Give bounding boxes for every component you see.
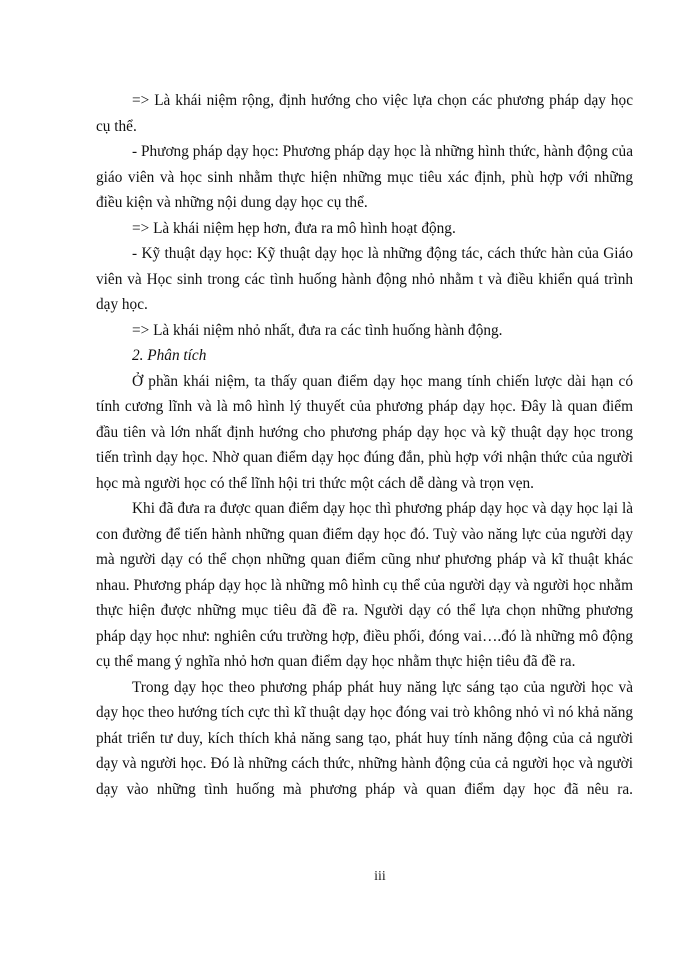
conclusion-narrower-concept: => Là khái niệm hẹp hơn, đưa ra mô hình hoạt động. [132, 219, 456, 237]
definition-teaching-technique: - Kỹ thuật dạy học: Kỹ thuật dạy học là những động tác, cách thức hàn của Giáo viên và Học sinh trong các tình huống hành động nhỏ nhằm t và điều khiển quá trình dạy học. [96, 245, 633, 313]
page-body [96, 88, 633, 802]
definition-teaching-method: - Phương pháp dạy học: Phương pháp dạy học là những hình thức, hành động của giáo viên và học sinh nhằm thực hiện những mục tiêu xác định, phù hợp với những điều kiện và những nội dung dạy học cụ thể. [96, 143, 633, 211]
analysis-paragraph-1: Ở phần khái niệm, ta thấy quan điểm dạy học mang tính chiến lược dài hạn có tính cương lĩnh và là mô hình lý thuyết của phương pháp dạy học. Đây là quan điểm đầu tiên và lớn nhất định hướng cho phương pháp dạy học và kỹ thuật dạy học trong tiến trình dạy học. Nhờ quan điểm dạy học đúng đắn, phù hợp với nhận thức của người học mà người học có thể lĩnh hội tri thức một cách dễ dàng và trọn vẹn. [96, 372, 633, 492]
page-number: iii [374, 869, 386, 884]
conclusion-broad-concept: => Là khái niệm rộng, định hướng cho việc lựa chọn các phương pháp dạy học cụ thể. [96, 92, 633, 135]
conclusion-smallest-concept: => Là khái niệm nhỏ nhất, đưa ra các tình huống hành động. [132, 321, 503, 339]
analysis-paragraph-2: Khi đã đưa ra được quan điểm dạy học thì phương pháp dạy học và dạy học lại là con đường để tiến hành những quan điểm dạy học đó. Tuỳ vào năng lực của người dạy mà người dạy có thể chọn những quan điểm cũng như phương pháp và kĩ thuật khác nhau. Phương pháp dạy học là những mô hình cụ thể của người dạy và người học nhằm thực hiện được những mục tiêu đã đề ra. Người dạy có thể lựa chọn những phương pháp dạy học như: nghiên cứu trường hợp, điều phối, đóng vai….đó là những mô động cụ thể mang ý nghĩa nhỏ hơn quan điểm dạy học nhằm thực hiện tiêu đã đề ra. [96, 500, 633, 670]
analysis-paragraph-3: Trong dạy học theo phương pháp phát huy năng lực sáng tạo của người học và dạy học theo hướng tích cực thì kĩ thuật dạy học đóng vai trò không nhỏ vì nó khả năng phát triển tư duy, kích thích khả năng sang tạo, phát huy tính năng động của cả người dạy và người học. Đó là những cách thức, những hành động của cả người học và người dạy vào những tình huống mà phương pháp và quan điểm dạy học đã nêu ra. [96, 678, 633, 798]
section-heading-analysis: 2. Phân tích [132, 347, 207, 364]
